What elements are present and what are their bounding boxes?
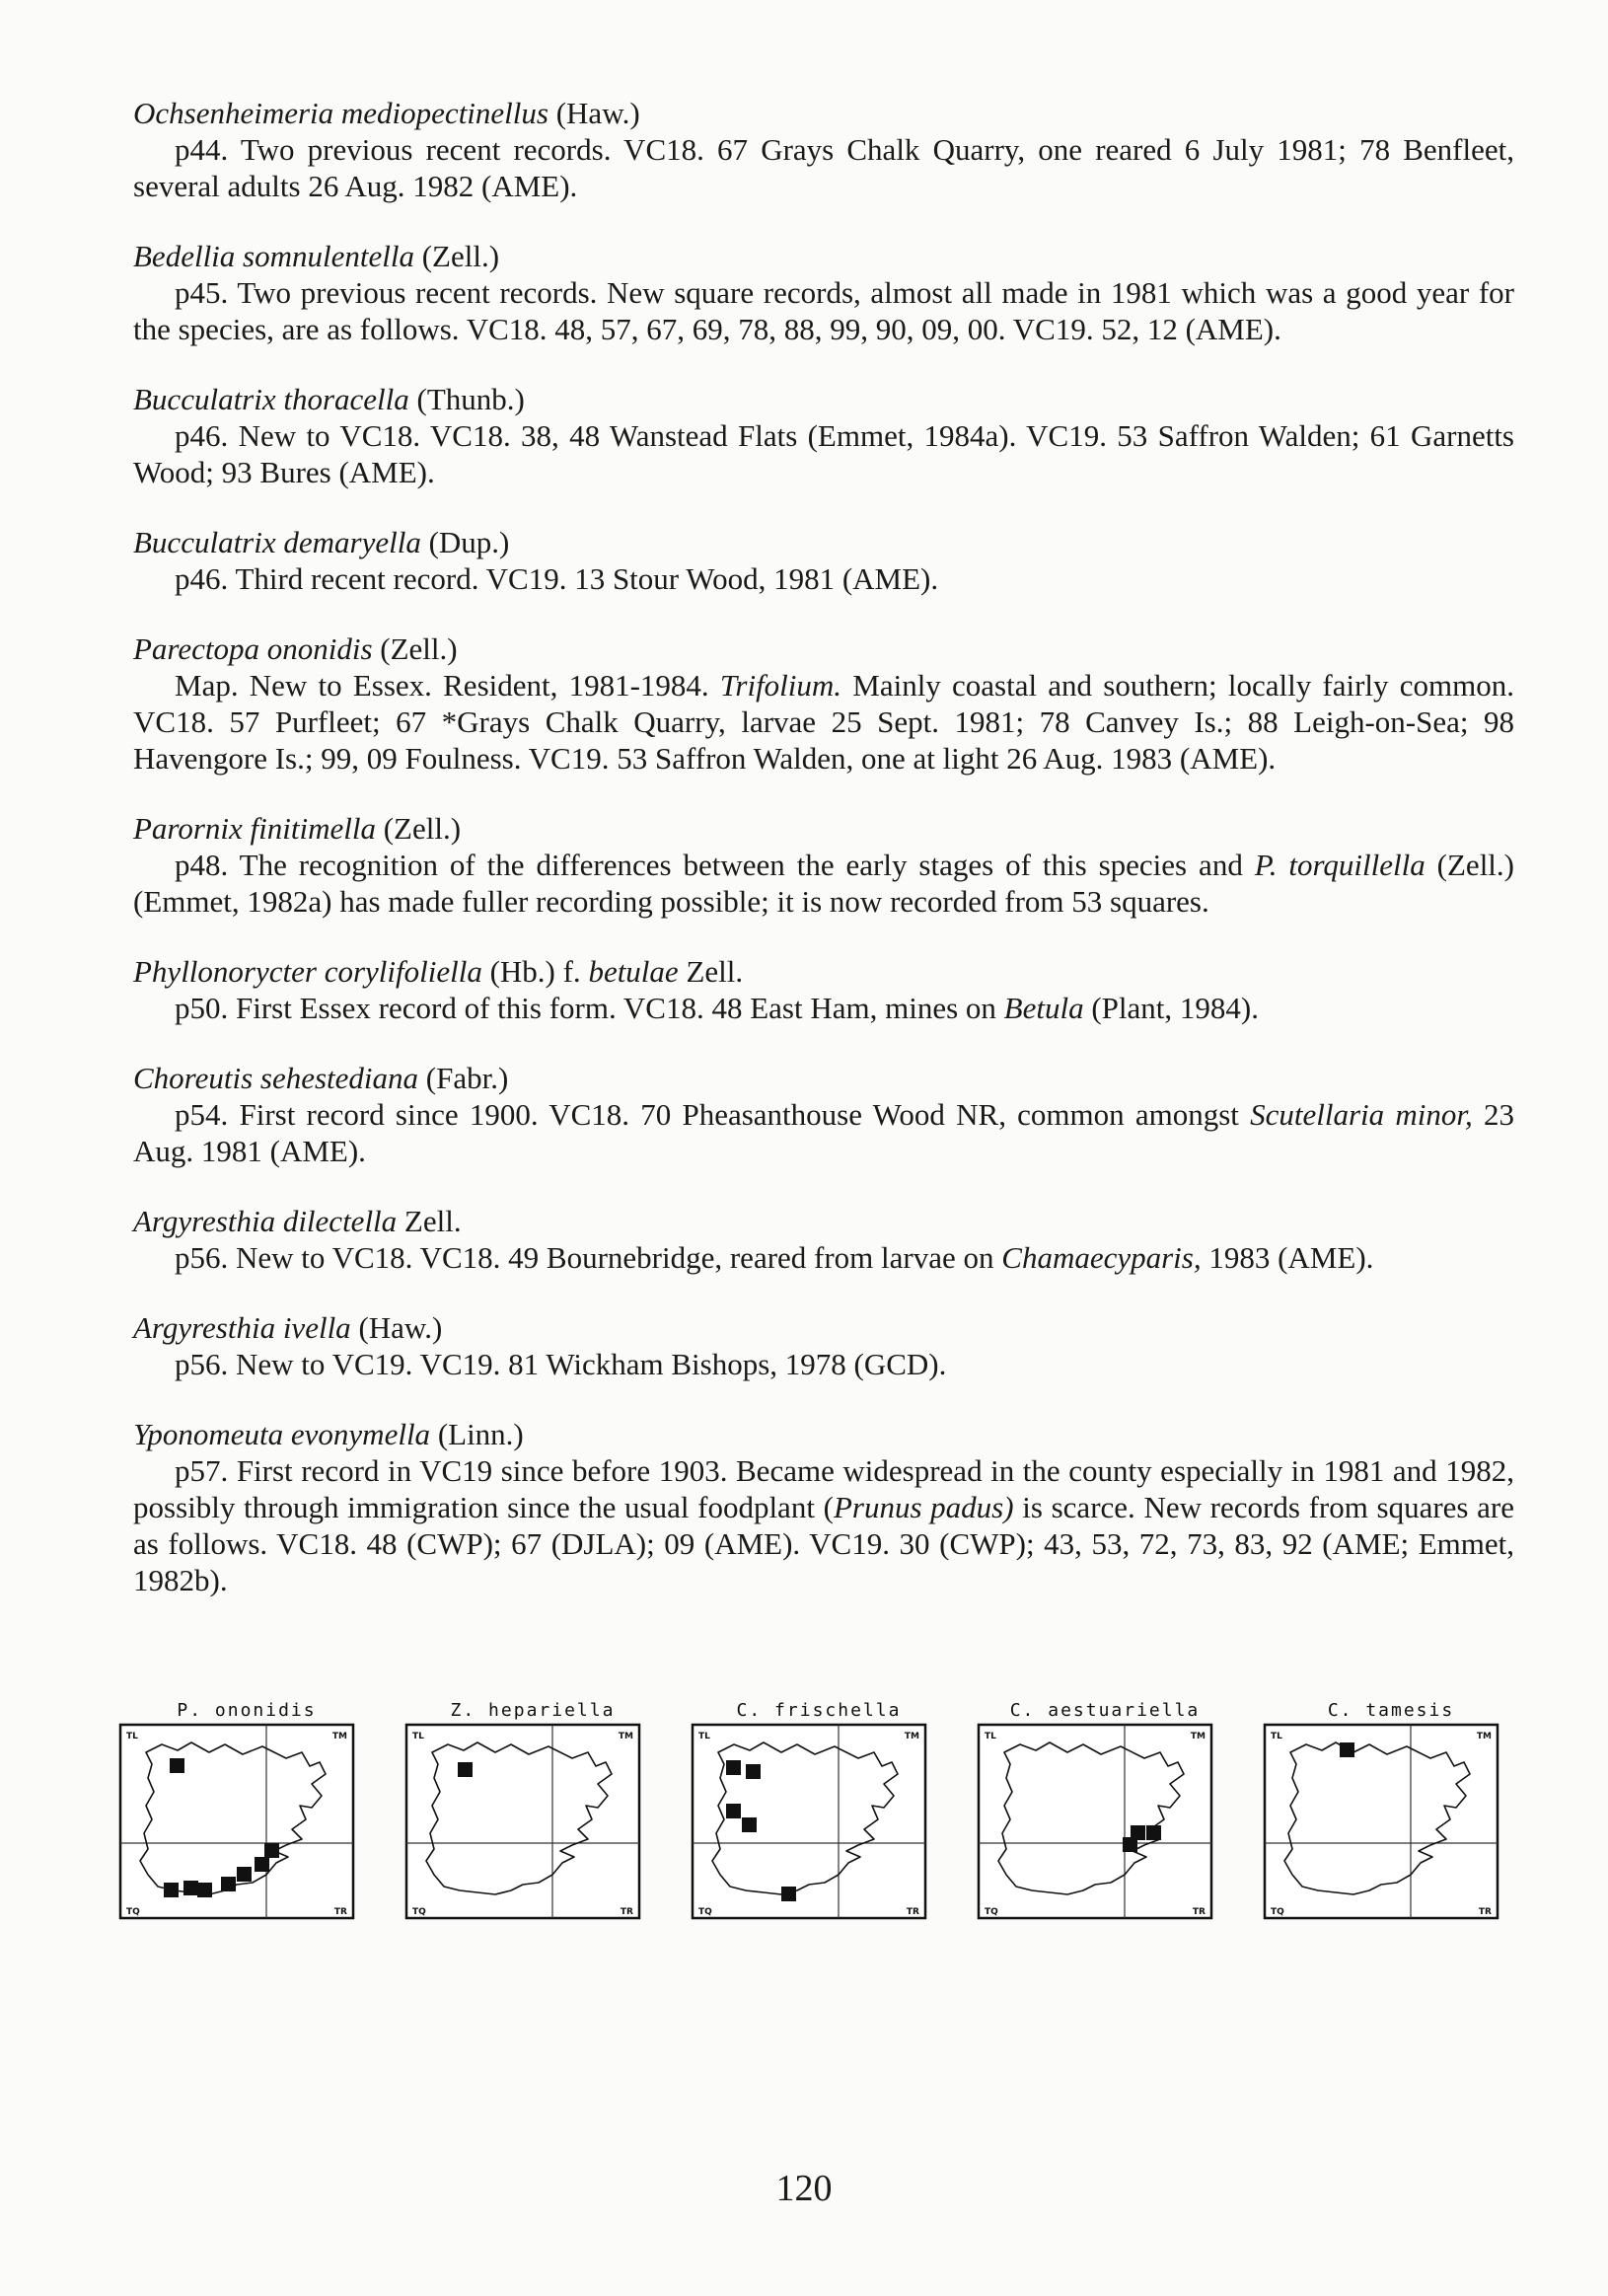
- text-segment: p56. New to VC19. VC19. 81 Wickham Bishops, 1978 (GCD).: [175, 1347, 947, 1381]
- species-author: (Haw.): [555, 96, 640, 130]
- grid-square-label: TR: [620, 1907, 633, 1917]
- text-segment: p56. New to VC18. VC18. 49 Bournebridge, reared from larvae on: [175, 1240, 1002, 1275]
- grid-square-label: TQ: [698, 1907, 712, 1917]
- species-entry: [133, 1060, 1514, 1169]
- species-author: (Fabr.): [425, 1061, 509, 1095]
- record-square: [170, 1758, 184, 1773]
- essex-map: [977, 1723, 1213, 1920]
- text-segment: is scarce. New records from squares are as follows. VC18. 48 (CWP); 67 (DJLA); 09 (AME). VC19. 30 (CWP); 43, 53, 72, 73, 83, 92 (AME; Emmet, 1982b).: [133, 1490, 1515, 1597]
- record-square: [264, 1843, 279, 1858]
- map-label: P. ononidis: [177, 1700, 317, 1721]
- italic-text: P. torquillella: [1254, 848, 1425, 882]
- species-heading: [133, 630, 1514, 667]
- text-segment: p46. Third recent record. VC19. 13 Stour Wood, 1981 (AME).: [175, 561, 939, 596]
- species-name: Parornix finitimella: [133, 811, 376, 846]
- species-name: Bucculatrix demaryella: [133, 525, 421, 559]
- record-square: [781, 1887, 796, 1901]
- species-text: [133, 274, 1514, 347]
- text-segment: (Zell.) (Emmet, 1982a) has made fuller recording possible; it is now recorded from 53 squares.: [133, 848, 1514, 919]
- species-author: (Thunb.): [416, 382, 525, 416]
- text-segment: p46. New to VC18. VC18. 38, 48 Wanstead Flats (Emmet, 1984a). VC19. 53 Saffron Walden; 61 Garnetts Wood; 93 Bures (AME).: [133, 418, 1514, 489]
- map-frame: [1265, 1725, 1498, 1918]
- species-heading: [133, 1203, 1514, 1239]
- grid-square-label: TM: [904, 1732, 919, 1741]
- record-square: [746, 1764, 761, 1779]
- text-segment: Map. New to Essex. Resident, 1981-1984.: [175, 668, 720, 703]
- species-name: Phyllonorycter corylifoliella: [133, 954, 482, 989]
- species-name: Parectopa ononidis: [133, 631, 373, 666]
- record-square: [458, 1762, 473, 1777]
- species-entries: [133, 95, 1514, 1632]
- italic-text: Prunus padus): [833, 1490, 1014, 1524]
- distribution-map: [691, 1699, 947, 1920]
- species-heading: [133, 524, 1514, 560]
- text-segment: p44. Two previous recent records. VC18. 67 Grays Chalk Quarry, one reared 6 July 1981; 78 Benfleet, several adults 26 Aug. 1982 (AME).: [133, 132, 1514, 203]
- record-square: [197, 1883, 212, 1897]
- species-name: Bucculatrix thoracella: [133, 382, 409, 416]
- species-entry: [133, 524, 1514, 597]
- grid-square-label: TR: [1478, 1907, 1492, 1917]
- distribution-map: [404, 1699, 661, 1920]
- record-square: [742, 1817, 757, 1832]
- species-text: [133, 1096, 1514, 1169]
- grid-square-label: TR: [333, 1907, 347, 1917]
- species-name: Argyresthia ivella: [133, 1310, 351, 1345]
- record-square: [221, 1877, 236, 1891]
- species-author: (Zell.): [383, 811, 462, 846]
- species-author: (Hb.) f.: [489, 954, 581, 989]
- record-square: [726, 1804, 741, 1818]
- text-segment: p54. First record since 1900. VC18. 70 Pheasanthouse Wood NR, common amongst: [175, 1097, 1251, 1132]
- species-author: (Linn.): [437, 1417, 524, 1451]
- italic-text: Trifolium.: [719, 668, 842, 703]
- species-entry: [133, 238, 1514, 347]
- grid-square-label: TL: [985, 1732, 996, 1741]
- species-name: Ochsenheimeria mediopectinellus: [133, 96, 548, 130]
- species-text: [133, 560, 1514, 597]
- species-text: [133, 1239, 1514, 1276]
- text-segment: 23 Aug. 1981 (AME).: [133, 1097, 1514, 1168]
- italic-text: Chamaecyparis,: [1001, 1240, 1202, 1275]
- species-author: (Zell.): [421, 239, 500, 273]
- species-author: Zell.: [403, 1204, 462, 1238]
- species-entry: [133, 95, 1514, 204]
- grid-square-label: TR: [906, 1907, 919, 1917]
- page-number: 120: [775, 2168, 833, 2209]
- essex-map: [404, 1723, 641, 1920]
- species-text: [133, 131, 1514, 204]
- record-square: [183, 1881, 198, 1895]
- species-author: (Haw.): [358, 1310, 443, 1345]
- species-heading: [133, 953, 1514, 990]
- distribution-map: [1263, 1699, 1519, 1920]
- map-frame: [979, 1725, 1211, 1918]
- species-text: [133, 1452, 1514, 1598]
- species-entry: [133, 1309, 1514, 1382]
- species-entry: [133, 630, 1514, 777]
- species-author: (Zell.): [380, 631, 458, 666]
- distribution-map: [118, 1699, 375, 1920]
- species-name: Bedellia somnulentella: [133, 239, 414, 273]
- essex-map: [691, 1723, 927, 1920]
- essex-map: [118, 1723, 355, 1920]
- species-name: Choreutis sehestediana: [133, 1061, 419, 1095]
- text-segment: (Plant, 1984).: [1083, 991, 1259, 1025]
- species-text: [133, 1346, 1514, 1382]
- species-heading: [133, 1309, 1514, 1346]
- grid-square-label: TR: [1192, 1907, 1206, 1917]
- species-heading: [133, 95, 1514, 131]
- record-square: [164, 1883, 179, 1897]
- grid-square-label: TM: [1476, 1732, 1492, 1741]
- grid-square-label: TL: [126, 1732, 138, 1741]
- species-text: [133, 990, 1514, 1026]
- species-heading: [133, 810, 1514, 847]
- grid-square-label: TQ: [1271, 1907, 1284, 1917]
- text-segment: p48. The recognition of the differences between the early stages of this species and: [175, 848, 1255, 882]
- text-segment: p57. First record in VC19 since before 1903. Became widespread in the county especially in 1981 and 1982, possibly through immigration since the usual foodplant (: [133, 1453, 1514, 1524]
- map-label: C. tamesis: [1327, 1700, 1455, 1721]
- map-frame: [120, 1725, 353, 1918]
- grid-square-label: TQ: [985, 1907, 998, 1917]
- text-segment: 1983 (AME).: [1201, 1240, 1374, 1275]
- grid-square-label: TM: [1190, 1732, 1206, 1741]
- record-square: [1123, 1837, 1137, 1852]
- species-entry: [133, 1203, 1514, 1276]
- text-segment: Mainly coastal and southern; locally fairly common. VC18. 57 Purfleet; 67 *Grays Chalk Quarry, larvae 25 Sept. 1981; 78 Canvey Is.; 88 Leigh-on-Sea; 98 Havengore Is.; 99, 09 Foulness. VC19. 53 Saffron Walden, one at light 26 Aug. 1983 (AME).: [133, 668, 1514, 776]
- italic-text: Scutellaria minor,: [1250, 1097, 1473, 1132]
- italic-text: Betula: [1003, 991, 1084, 1025]
- species-author: (Dup.): [428, 525, 510, 559]
- species-heading: [133, 238, 1514, 274]
- map-frame: [693, 1725, 925, 1918]
- text-segment: p50. First Essex record of this form. VC18. 48 East Ham, mines on: [175, 991, 1004, 1025]
- species-text: [133, 847, 1514, 920]
- species-heading: [133, 381, 1514, 417]
- record-square: [237, 1867, 252, 1882]
- grid-square-label: TL: [1271, 1732, 1282, 1741]
- species-name: Argyresthia dilectella: [133, 1204, 398, 1238]
- map-frame: [406, 1725, 639, 1918]
- species-name: Yponomeuta evonymella: [133, 1417, 431, 1451]
- species-text: [133, 667, 1514, 777]
- species-form-author: Zell.: [686, 954, 744, 989]
- species-entry: [133, 953, 1514, 1026]
- species-form: betulae: [588, 954, 679, 989]
- species-heading: [133, 1416, 1514, 1452]
- grid-square-label: TM: [331, 1732, 347, 1741]
- grid-square-label: TM: [618, 1732, 633, 1741]
- map-label: Z. hepariella: [450, 1700, 616, 1721]
- grid-square-label: TL: [412, 1732, 424, 1741]
- record-square: [255, 1857, 269, 1872]
- essex-map: [1263, 1723, 1499, 1920]
- map-label: C. aestuariella: [1009, 1700, 1201, 1721]
- map-label: C. frischella: [736, 1700, 902, 1721]
- record-square: [726, 1760, 741, 1775]
- record-square: [1146, 1825, 1161, 1840]
- text-segment: p45. Two previous recent records. New square records, almost all made in 1981 which was a good year for the species, are as follows. VC18. 48, 57, 67, 69, 78, 88, 99, 90, 09, 00. VC19. 52, 12 (AME).: [133, 275, 1514, 346]
- grid-square-label: TL: [698, 1732, 710, 1741]
- species-entry: [133, 1416, 1514, 1598]
- species-entry: [133, 810, 1514, 920]
- grid-square-label: TQ: [126, 1907, 140, 1917]
- species-heading: [133, 1060, 1514, 1096]
- species-text: [133, 417, 1514, 490]
- distribution-map: [977, 1699, 1233, 1920]
- grid-square-label: TQ: [412, 1907, 426, 1917]
- record-square: [1340, 1742, 1354, 1757]
- species-entry: [133, 381, 1514, 490]
